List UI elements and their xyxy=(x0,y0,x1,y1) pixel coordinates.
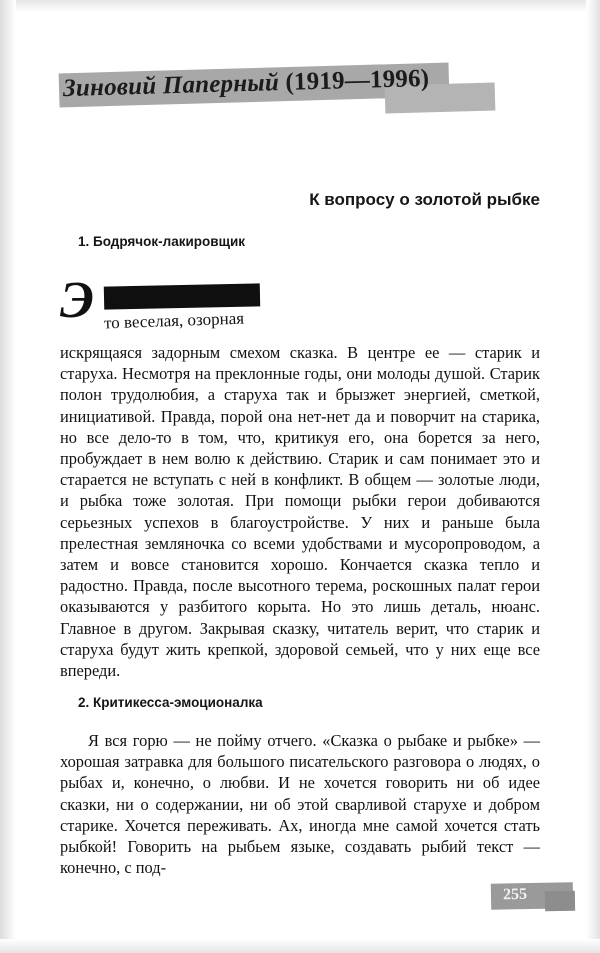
author-name-text: Зиновий Паперный xyxy=(62,69,280,103)
redaction-bar-icon xyxy=(104,283,260,309)
section-heading-1: 1. Бодрячок-лакировщик xyxy=(78,234,246,249)
scan-edge-left xyxy=(0,0,16,953)
page-number-plate xyxy=(491,883,573,913)
dropcap-tail-text: то веселая, озорная xyxy=(103,308,245,333)
dropcap-letter: Э xyxy=(60,272,94,329)
scan-edge-top xyxy=(0,0,600,12)
page-number: 255 xyxy=(502,885,528,904)
author-banner xyxy=(55,62,475,120)
body-paragraph-2: Я вся горю — не пойму отчего. «Сказка о рыбаке и рыбке» — хорошая затравка для большого писательского разговора о людях, о рыбах и, конечно, о любви. И не хочется говорить ни об идее сказки, ни о содержании, ни об этой сварливой старухе и добром старике. Хочется переживать. Ах, иногда мне самой хочется стать рыбкой! Говорить на рыбьем языке, создавать рыбий текст — конечно, с под- xyxy=(60,731,540,878)
scan-edge-bottom xyxy=(0,939,600,953)
page-number-plate-bg-secondary xyxy=(545,891,575,912)
body-paragraph-1: искрящаяся задорным смехом сказка. В центре ее — старик и старуха. Несмотря на преклонные годы, они молоды душой. Старик полон трудолюбия, а старуха так и брызжет энергией, сметкой, инициативой. Правда, порой она нет-нет да и поворчит на старика, но все дело-то в том, что, критикуя его, она борется за него, пробуждает в нем волю к действию. Старик и сам понимает это и старается не вступать с ней в конфликт. В общем — золотые люди, и рыбка тоже золотая. При помощи рыбки герои добиваются серьезных успехов в благоустройстве. У них и раньше была прелестная земляночка со всеми удобствами и мусоропроводом, а затем и вовсе становится хорошо. Кончается сказка тепло и радостно. Правда, после высотного терема, роскошных палат герои оказываются у разбитого корыта. Но это лишь деталь, нюанс. Главное в другом. Закрывая сказку, читатель верит, что старик и старуха будут жить крепкой, здоровой семьей, что у них еще все впереди. xyxy=(60,343,540,681)
section-heading-2: 2. Критикесса-эмоционалка xyxy=(78,695,263,710)
author-years: (1919—1996) xyxy=(285,64,430,96)
dropcap-block xyxy=(60,272,360,335)
page-title: К вопросу о золотой рыбке xyxy=(309,190,540,209)
scan-edge-right xyxy=(586,0,600,953)
